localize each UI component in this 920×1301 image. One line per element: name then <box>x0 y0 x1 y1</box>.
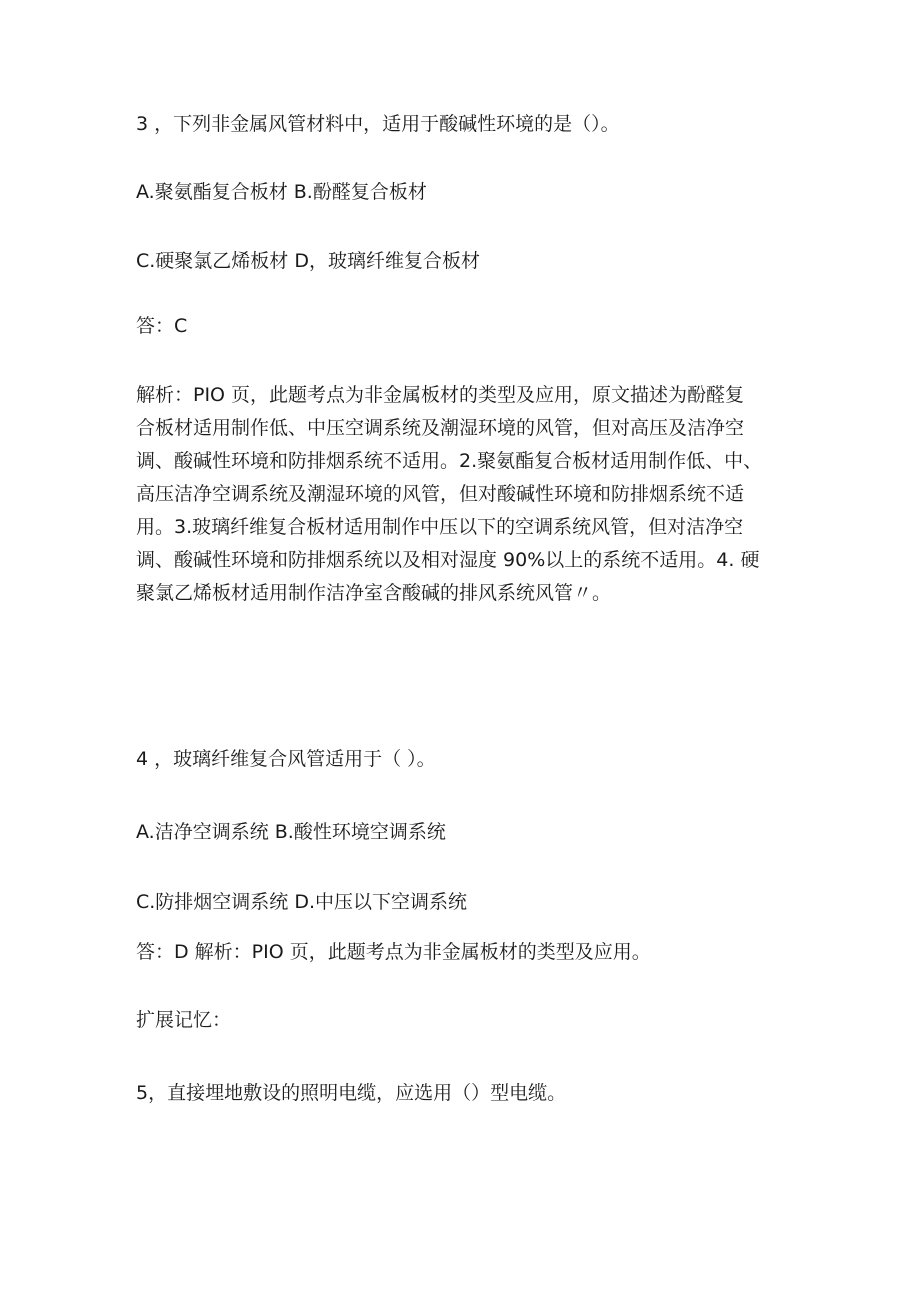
q3-answer: 答：C <box>136 315 188 337</box>
q4-answer-analysis: 答：D 解析：PIO 页，此题考点为非金属板材的类型及应用。 <box>136 941 651 963</box>
q3-options-ab: A.聚氨酯复合板材 B.酚醛复合板材 <box>136 181 427 203</box>
analysis-line: 调、酸碱性环境和防排烟系统以及相对湿度 90%以上的系统不适用。4. 硬 <box>136 549 760 571</box>
q5-question: 5，直接埋地敷设的照明电缆，应选用（）型电缆。 <box>136 1082 567 1104</box>
extended-memory-heading: 扩展记忆： <box>136 1009 232 1031</box>
analysis-line: 调、酸碱性环境和防排烟系统不适用。2.聚氨酯复合板材适用制作低、中、 <box>136 450 763 472</box>
analysis-line: 用。3.玻璃纤维复合板材适用制作中压以下的空调系统风管，但对洁净空 <box>136 516 744 538</box>
q3-options-cd: C.硬聚氯乙烯板材 D，玻璃纤维复合板材 <box>136 250 480 272</box>
analysis-line: 合板材适用制作低、中压空调系统及潮湿环境的风管，但对高压及洁净空 <box>136 417 745 439</box>
q4-options-ab: A.洁净空调系统 B.酸性环境空调系统 <box>136 821 446 843</box>
q4-options-cd: C.防排烟空调系统 D.中压以下空调系统 <box>136 891 468 913</box>
q3-analysis <box>136 379 796 610</box>
q4-question: 4 ，玻璃纤维复合风管适用于（ ）。 <box>136 748 436 770</box>
analysis-line: 聚氯乙烯板材适用制作洁净室含酸碱的排风系统风管〃。 <box>136 582 612 604</box>
q3-question: 3 ，下列非金属风管材料中，适用于酸碱性环境的是（）。 <box>136 113 620 135</box>
analysis-line: 高压洁净空调系统及潮湿环境的风管，但对酸碱性环境和防排烟系统不适 <box>136 483 745 505</box>
analysis-line: 解析：PIO 页，此题考点为非金属板材的类型及应用，原文描述为酚醛复 <box>136 384 745 406</box>
